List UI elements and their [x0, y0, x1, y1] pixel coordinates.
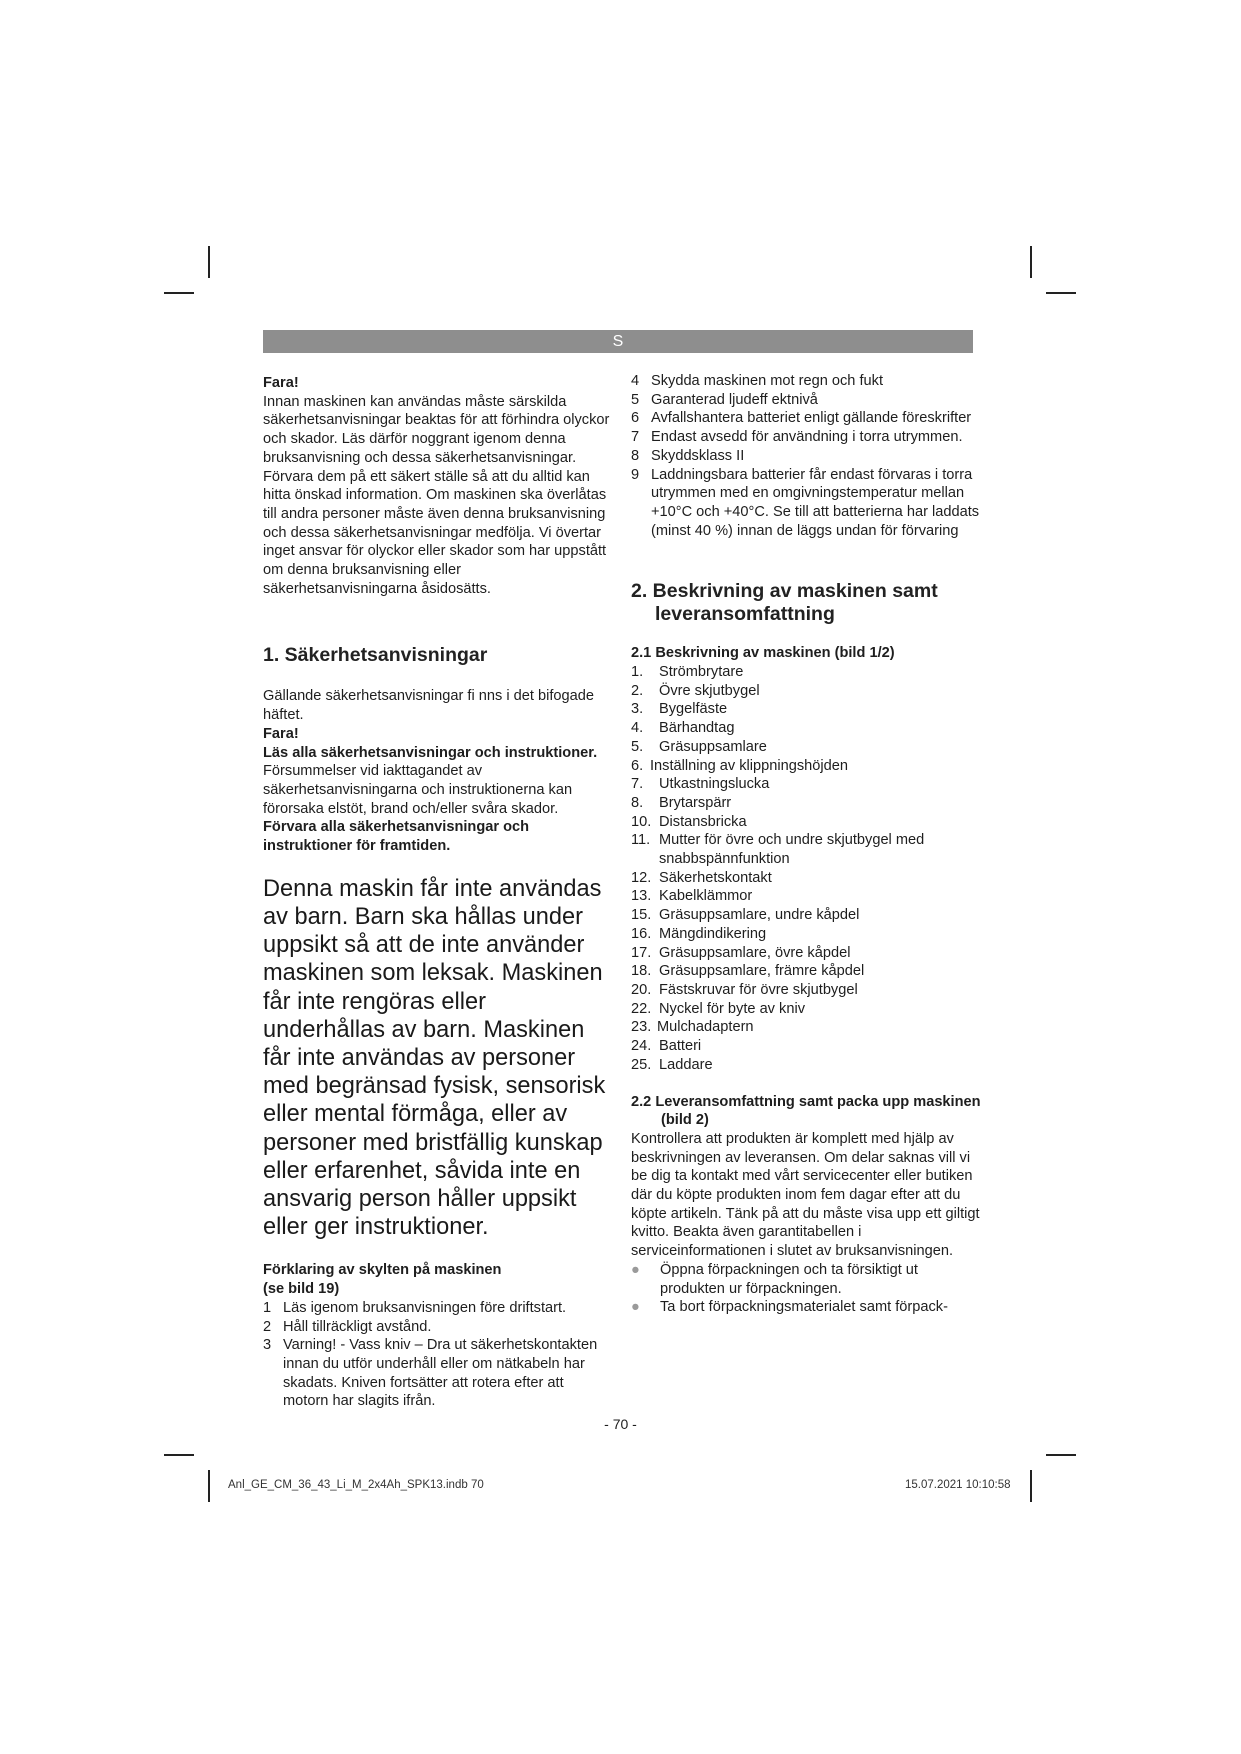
list-item: 13. Kabelklämmor	[631, 888, 753, 905]
bullet-icon: ●	[631, 1299, 640, 1316]
section-2-2-text: Kontrollera att produkten är komplett med hjälp av beskrivningen av leveransen. Om delar saknas vill vi be dig ta kontakt med vårt servicecenter eller butiken där du köpte produkten inom fem dagar efter att du köpte artikeln. Tänk på att du måste visa upp ett giltigt kvitto. Beakta även garantitabellen i serviceinformationen i slutet av bruksanvisningen.	[631, 1130, 980, 1260]
danger-title: Fara!	[263, 375, 299, 391]
list-item: 2. Övre skjutbygel	[631, 682, 760, 699]
sign-explanation-subtitle: (se bild 19)	[263, 1281, 340, 1298]
read-all-paragraph	[263, 744, 613, 856]
read-all-bold: Läs alla säkerhetsanvisningar och instruktioner.	[263, 744, 598, 761]
sign-list-left	[263, 1299, 613, 1411]
section-1-intro: Gällande säkerhetsanvisningar fi nns i det bifogade häftet.	[263, 688, 595, 724]
parts-list	[631, 663, 983, 1074]
list-item: 24. Batteri	[631, 1038, 702, 1055]
crop-mark	[1046, 292, 1076, 294]
section-1-heading: 1. Säkerhetsanvisningar	[263, 644, 488, 667]
danger-title-2: Fara!	[263, 725, 299, 742]
list-item: 5. Gräsuppsamlare	[631, 738, 767, 755]
keep-instructions-bold: Förvara alla säkerhetsanvisningar och instruktioner för framtiden.	[263, 819, 530, 855]
list-item: 5 Garanterad ljudeff ektnivå	[631, 391, 818, 408]
list-item: 6 Avfallshantera batteriet enligt gällande föreskrifter	[631, 410, 972, 427]
list-item: 1. Strömbrytare	[631, 664, 744, 681]
children-warning: Denna maskin får inte användas av barn. Barn ska hållas under uppsikt så att de inte använder maskinen som leksak. Maskinen får inte rengöras eller underhållas av barn. Maskinen får inte användas av personer med begränsad fysisk, sensorisk eller mental förmåga, eller av personer med bristfällig kunskap eller erfarenhet, såvida inte en ansvarig person håller uppsikt eller ger instruktioner.	[263, 875, 606, 1241]
crop-mark	[208, 246, 210, 278]
list-item: 8 Skyddsklass II	[631, 447, 745, 464]
list-item: 4 Skydda maskinen mot regn och fukt	[631, 373, 883, 389]
language-header-bar: S	[263, 330, 973, 353]
section-2-heading: 2. Beskrivning av maskinen samt leveransomfattning	[631, 580, 938, 626]
list-item: 12. Säkerhetskontakt	[631, 869, 772, 886]
list-item: 16. Mängdindikering	[631, 925, 767, 942]
crop-mark	[1046, 1454, 1076, 1456]
read-all-text: Försummelser vid iakttagandet av säkerhetsanvisningarna och instruktionerna kan förorsaka elstöt, brand och/eller svåra skador.	[263, 763, 573, 817]
crop-mark	[164, 1454, 194, 1456]
list-item: 9 Laddningsbara batterier får endast förvaras i torra utrymmen med en omgivningstemperatur mellan +10°C och +40°C. Se till att batterierna har laddats (minst 40 %) innan de läggs undan för förvaring	[631, 466, 980, 539]
list-item: ● Ta bort förpackningsmaterialet samt förpack-	[631, 1299, 948, 1316]
footer-datetime: 15.07.2021 10:10:58	[905, 1479, 1011, 1491]
crop-mark	[1030, 1470, 1032, 1502]
list-item: 11. Mutter för övre och undre skjutbygel med snabbspännfunktion	[631, 832, 925, 868]
list-item: 4. Bärhandtag	[631, 720, 735, 737]
list-item: 1 Läs igenom bruksanvisningen före driftstart.	[263, 1299, 567, 1316]
list-item: 8. Brytarspärr	[631, 794, 732, 811]
crop-mark	[164, 292, 194, 294]
list-item: 15. Gräsuppsamlare, undre kåpdel	[631, 907, 860, 924]
list-item: 3. Bygelfäste	[631, 701, 728, 718]
sign-list-right	[631, 372, 983, 540]
list-item: ● Öppna förpackningen och ta försiktigt ut produkten ur förpackningen.	[631, 1261, 918, 1297]
list-item: 7 Endast avsedd för användning i torra utrymmen.	[631, 429, 963, 446]
list-item: 25. Laddare	[631, 1056, 713, 1073]
section-2-2-heading: 2.2 Leveransomfattning samt packa upp maskinen (bild 2)	[631, 1093, 981, 1129]
list-item: 7. Utkastningslucka	[631, 776, 770, 793]
page-number: - 70 -	[604, 1416, 637, 1432]
bullet-icon: ●	[631, 1261, 640, 1278]
list-item: 17. Gräsuppsamlare, övre kåpdel	[631, 944, 851, 961]
crop-mark	[1030, 246, 1032, 278]
left-column	[263, 374, 613, 1411]
sign-explanation-title: Förklaring av skylten på maskinen	[263, 1262, 502, 1279]
list-item: 22. Nyckel för byte av kniv	[631, 1000, 805, 1017]
list-item: 10. Distansbricka	[631, 813, 747, 830]
list-item: 3 Varning! - Vass kniv – Dra ut säkerhetskontakten innan du utför underhåll eller om nätkabeln har skadats. Kniven fortsätter att rotera efter att motorn har slagits ifrån.	[263, 1337, 598, 1410]
list-item: 6. Inställning av klippningshöjden	[631, 757, 848, 774]
list-item: 2 Håll tillräckligt avstånd.	[263, 1318, 432, 1335]
crop-mark	[208, 1470, 210, 1502]
section-2-1-heading: 2.1 Beskrivning av maskinen (bild 1/2)	[631, 645, 895, 662]
list-item: 23. Mulchadaptern	[631, 1019, 754, 1036]
right-column	[631, 372, 983, 1317]
list-item: 20. Fästskruvar för övre skjutbygel	[631, 981, 858, 998]
footer-filename: Anl_GE_CM_36_43_Li_M_2x4Ah_SPK13.indb 70	[228, 1479, 484, 1491]
list-item: 18. Gräsuppsamlare, främre kåpdel	[631, 963, 865, 980]
danger-text: Innan maskinen kan användas måste särskilda säkerhetsanvisningar beaktas för att förhindra olyckor och skador. Läs därför noggrant igenom denna bruksanvisning och dessa säkerhetsanvisningar. Förvara dem på ett säkert ställe så att du alltid kan hitta önskad information. Om maskinen ska överlåtas till andra personer måste även denna bruksanvisning och dessa säkerhetsanvisningar medfölja. Vi övertar inget ansvar för olyckor eller skador som har uppstått om denna bruksanvisning eller säkerhetsanvisningarna åsidosätts.	[263, 393, 610, 597]
